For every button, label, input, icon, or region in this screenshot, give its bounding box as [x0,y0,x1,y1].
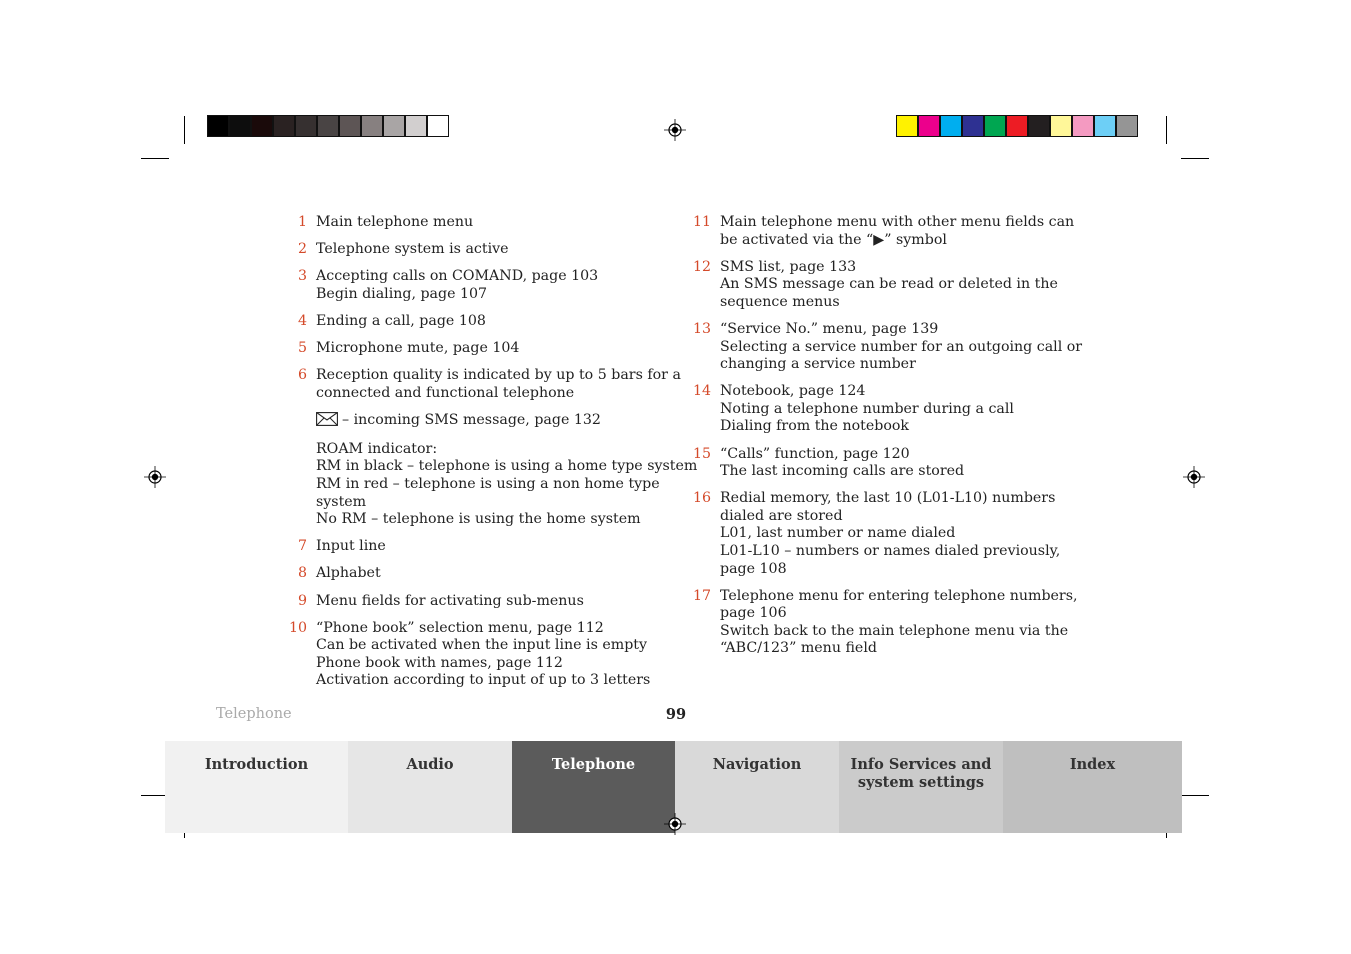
legend-text [720,214,1074,249]
legend-text-line: Input line [316,538,386,555]
left-legend-column [283,214,698,699]
tab-telephone[interactable] [512,741,675,833]
tab-introduction[interactable] [165,741,348,833]
color-swatch [1028,115,1050,137]
legend-item [283,268,668,303]
legend-text [316,538,668,556]
legend-text-line: Begin dialing, page 107 [316,285,488,302]
legend-text [316,241,668,259]
legend-number: 9 [297,592,307,609]
legend-text-line: be activated via the “▶” symbol [720,231,947,248]
legend-text-line: Microphone mute, page 104 [316,339,520,356]
legend-text-line: dialed are stored [720,507,843,524]
roam-indicator-note [316,440,698,529]
color-swatch [940,115,962,137]
legend-text [720,588,1078,658]
registration-mark-icon [664,813,686,835]
legend-number: 3 [297,268,307,285]
color-swatch [984,115,1006,137]
legend-number: 4 [297,312,307,329]
legend-text-line: An SMS message can be read or deleted in the [720,276,1058,293]
color-swatch [339,115,361,137]
legend-text [316,593,668,611]
color-swatch [273,115,295,137]
legend-text [316,565,668,583]
crop-mark [1181,158,1209,159]
legend-text-line: “Service No.” menu, page 139 [720,320,939,337]
tab-label: Telephone [551,756,636,773]
legend-number: 17 [692,587,711,604]
legend-item [283,593,668,611]
tab-index[interactable] [1003,741,1182,833]
color-swatch [207,115,229,137]
color-swatch [896,115,918,137]
legend-text [316,313,668,331]
roam-line: No RM – telephone is using the home system [316,511,641,528]
sms-indicator-text: – incoming SMS message, page 132 [342,411,601,428]
legend-item [283,214,668,232]
roam-line: RM in red – telephone is using a non home type [316,476,660,493]
crop-mark [184,116,185,144]
legend-text-line: Accepting calls on COMAND, page 103 [316,268,599,285]
legend-text-line: Telephone menu for entering telephone numbers, [720,587,1078,604]
legend-text-line: sequence menus [720,293,840,310]
legend-text [316,367,681,402]
legend-number: 11 [692,214,711,230]
legend-text-line: Switch back to the main telephone menu via the [720,622,1069,639]
legend-number: 6 [297,367,307,384]
legend-text [720,446,1068,481]
legend-text-line: page 106 [720,605,787,622]
legend-item [688,214,1075,249]
legend-text [316,268,668,303]
crop-mark [1166,116,1167,144]
color-swatch [1116,115,1138,137]
color-swatch [962,115,984,137]
page-number: 99 [665,706,687,723]
roam-line: ROAM indicator: [316,440,438,457]
roam-line: RM in black – telephone is using a home type system [316,458,698,475]
legend-text-line: “ABC/123” menu field [720,640,877,657]
legend-number: 15 [692,445,711,462]
tab-label: Introduction [204,756,309,773]
legend-text-line: The last incoming calls are stored [720,463,965,480]
registration-mark-icon [1183,466,1205,488]
tab-navigation[interactable] [675,741,839,833]
legend-text-line: Noting a telephone number during a call [720,400,1014,417]
registration-mark-icon [664,119,686,141]
color-swatch [229,115,251,137]
tab-label: Info Services and [850,756,992,773]
legend-text [720,321,1082,374]
color-swatch [383,115,405,137]
legend-item [283,565,668,583]
legend-item [283,620,668,690]
legend-number: 7 [297,538,307,555]
legend-number: 5 [297,339,307,356]
color-swatch [918,115,940,137]
crop-mark [141,158,169,159]
legend-item [283,538,668,556]
tab-info-services-and[interactable] [839,741,1003,833]
color-swatch [1072,115,1094,137]
legend-text-line: Main telephone menu with other menu fields can [720,214,1075,230]
legend-list [283,214,681,402]
legend-text-line: changing a service number [720,356,916,373]
legend-text-line: “Calls” function, page 120 [720,445,910,462]
legend-text-line: SMS list, page 133 [720,258,857,275]
legend-item [688,587,1078,658]
color-swatch [1050,115,1072,137]
legend-text [316,340,668,358]
crop-mark [1181,795,1209,796]
legend-text [316,214,668,232]
tab-audio[interactable] [348,741,512,833]
legend-item [688,383,1068,436]
legend-list [283,538,668,690]
color-swatch [1094,115,1116,137]
legend-text-line: Activation according to input of up to 3 letters [316,672,651,689]
section-label: Telephone [216,706,292,722]
legend-item [283,340,668,358]
legend-text-line: Main telephone menu [316,214,474,230]
registration-mark-icon [144,466,166,488]
legend-text [720,259,1068,312]
color-swatch [317,115,339,137]
legend-text-line: Telephone system is active [316,241,509,258]
sms-indicator-note [316,412,668,432]
color-swatch [295,115,317,137]
legend-text-line: L01, last number or name dialed [720,525,956,542]
legend-text-line: “Phone book” selection menu, page 112 [316,619,604,636]
legend-text-line: Ending a call, page 108 [316,312,486,329]
legend-item [283,313,668,331]
legend-text-line: Alphabet [316,565,381,582]
legend-text-line: Can be activated when the input line is empty [316,637,648,654]
right-legend-column [688,214,1083,668]
legend-item [688,259,1068,312]
legend-text-line: Phone book with names, page 112 [316,654,563,671]
tab-label: Navigation [712,756,802,773]
legend-text-line: connected and functional telephone [316,384,575,401]
legend-item [688,320,1083,374]
color-swatch [361,115,383,137]
color-bar [896,115,1138,137]
roam-line: system [316,493,367,510]
tab-label: Audio [406,756,454,773]
color-swatch [405,115,427,137]
legend-number: 10 [288,619,307,636]
color-swatch [251,115,273,137]
legend-item [283,241,668,259]
legend-text-line: Menu fields for activating sub-menus [316,592,584,609]
legend-number: 1 [297,214,307,230]
legend-text-line: page 108 [720,560,787,577]
legend-number: 14 [692,383,711,400]
legend-text [316,620,668,690]
legend-number: 2 [297,241,307,258]
legend-number: 16 [692,490,711,507]
tab-label: Index [1069,756,1116,773]
legend-item [283,367,681,402]
color-swatch [427,115,449,137]
legend-list [688,214,1083,658]
legend-text-line: Redial memory, the last 10 (L01-L10) numbers [720,490,1056,507]
legend-text [720,383,1068,436]
grayscale-bar [207,115,449,137]
tab-label: system settings [857,774,985,791]
legend-item [688,490,1068,578]
envelope-icon [316,412,338,432]
legend-number: 12 [692,258,711,275]
legend-text-line: L01-L10 – numbers or names dialed previously, [720,543,1061,559]
legend-text-line: Dialing from the notebook [720,418,909,435]
legend-text [720,490,1068,578]
legend-text-line: Reception quality is indicated by up to 5 bars for a [316,367,681,384]
legend-text-line: Notebook, page 124 [720,383,866,400]
legend-text-line: Selecting a service number for an outgoing call or [720,338,1083,355]
color-swatch [1006,115,1028,137]
legend-number: 13 [692,320,711,337]
legend-number: 8 [297,565,307,582]
legend-item [688,446,1068,481]
